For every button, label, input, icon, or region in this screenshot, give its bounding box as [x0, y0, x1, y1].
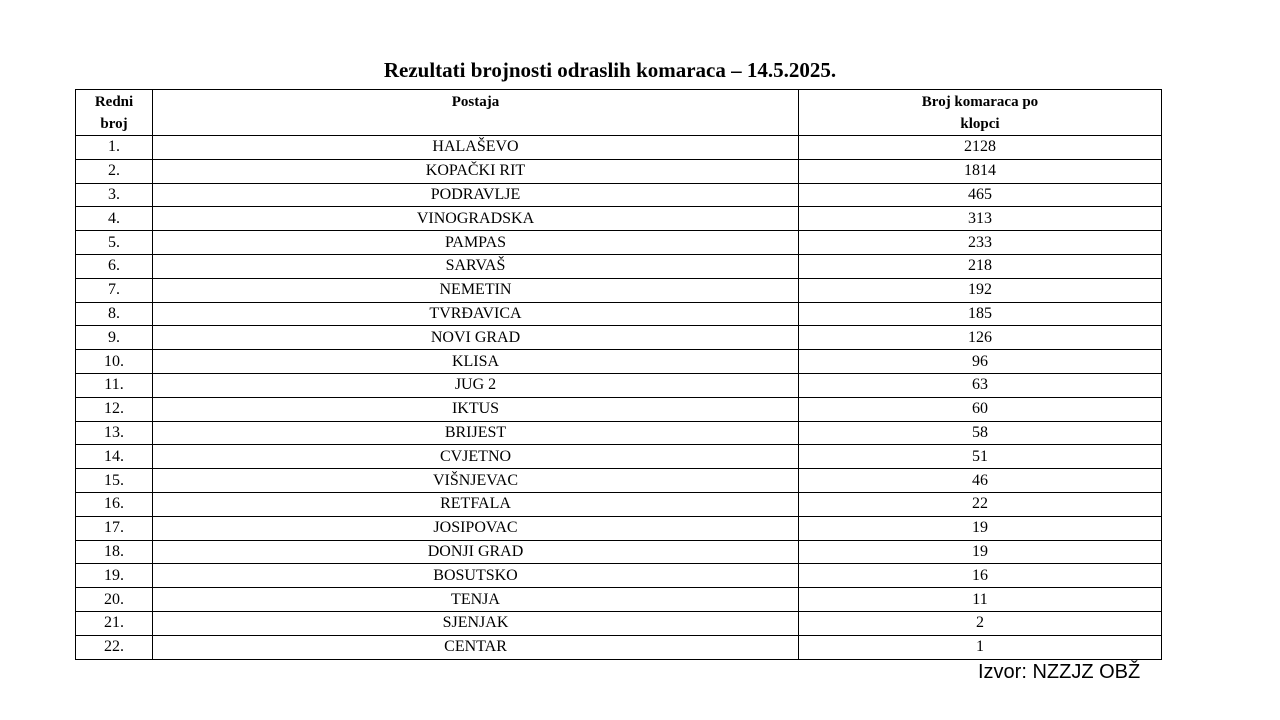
mosquito-count-cell: 11	[799, 588, 1162, 612]
table-row	[76, 492, 1162, 516]
station-name-cell: TENJA	[153, 588, 799, 612]
row-number-cell: 5.	[76, 231, 153, 255]
station-name-cell: JOSIPOVAC	[153, 516, 799, 540]
row-number-cell: 10.	[76, 350, 153, 374]
mosquito-count-cell: 185	[799, 302, 1162, 326]
mosquito-count-cell: 19	[799, 540, 1162, 564]
header-broj-komaraca-line2: klopci	[960, 116, 1000, 132]
row-number-cell: 13.	[76, 421, 153, 445]
header-postaja	[153, 90, 799, 136]
mosquito-count-cell: 465	[799, 183, 1162, 207]
header-row	[76, 90, 1162, 136]
row-number-cell: 17.	[76, 516, 153, 540]
table-row	[76, 421, 1162, 445]
row-number-cell: 12.	[76, 397, 153, 421]
station-name-cell: TVRĐAVICA	[153, 302, 799, 326]
station-name-cell: CENTAR	[153, 635, 799, 659]
table-body	[76, 136, 1162, 660]
station-name-cell: VINOGRADSKA	[153, 207, 799, 231]
station-name-cell: CVJETNO	[153, 445, 799, 469]
station-name-cell: BRIJEST	[153, 421, 799, 445]
mosquito-count-cell: 218	[799, 254, 1162, 278]
station-name-cell: SJENJAK	[153, 611, 799, 635]
mosquito-count-cell: 192	[799, 278, 1162, 302]
mosquito-count-cell: 96	[799, 350, 1162, 374]
table-row	[76, 278, 1162, 302]
row-number-cell: 6.	[76, 254, 153, 278]
table-row	[76, 469, 1162, 493]
table-row	[76, 445, 1162, 469]
table-row	[76, 159, 1162, 183]
station-name-cell: JUG 2	[153, 373, 799, 397]
mosquito-count-cell: 63	[799, 373, 1162, 397]
row-number-cell: 20.	[76, 588, 153, 612]
mosquito-count-cell: 2128	[799, 136, 1162, 160]
table-row	[76, 136, 1162, 160]
table-row	[76, 373, 1162, 397]
page-title: Rezultati brojnosti odraslih komaraca – 14.5.2025.	[383, 58, 837, 82]
mosquito-count-cell: 19	[799, 516, 1162, 540]
source-note: Izvor: NZZJZ OBŽ	[978, 661, 1141, 683]
mosquito-count-cell: 58	[799, 421, 1162, 445]
row-number-cell: 19.	[76, 564, 153, 588]
header-redni-broj-line1: Redni	[94, 94, 134, 110]
row-number-cell: 14.	[76, 445, 153, 469]
table-row	[76, 231, 1162, 255]
table-row	[76, 635, 1162, 659]
station-name-cell: NOVI GRAD	[153, 326, 799, 350]
results-table	[75, 89, 1162, 660]
header-redni-broj	[76, 90, 153, 136]
row-number-cell: 9.	[76, 326, 153, 350]
header-redni-broj-line2: broj	[100, 116, 128, 132]
mosquito-count-cell: 46	[799, 469, 1162, 493]
row-number-cell: 7.	[76, 278, 153, 302]
table-row	[76, 397, 1162, 421]
table-row	[76, 326, 1162, 350]
row-number-cell: 11.	[76, 373, 153, 397]
row-number-cell: 3.	[76, 183, 153, 207]
station-name-cell: DONJI GRAD	[153, 540, 799, 564]
mosquito-count-cell: 51	[799, 445, 1162, 469]
table-row	[76, 183, 1162, 207]
row-number-cell: 18.	[76, 540, 153, 564]
table-row	[76, 564, 1162, 588]
station-name-cell: KLISA	[153, 350, 799, 374]
mosquito-count-cell: 60	[799, 397, 1162, 421]
station-name-cell: IKTUS	[153, 397, 799, 421]
station-name-cell: VIŠNJEVAC	[153, 469, 799, 493]
mosquito-count-cell: 2	[799, 611, 1162, 635]
row-number-cell: 22.	[76, 635, 153, 659]
table-row	[76, 516, 1162, 540]
table-row	[76, 540, 1162, 564]
table-header	[76, 90, 1162, 136]
mosquito-count-cell: 16	[799, 564, 1162, 588]
table-row	[76, 611, 1162, 635]
station-name-cell: PODRAVLJE	[153, 183, 799, 207]
row-number-cell: 2.	[76, 159, 153, 183]
mosquito-count-cell: 1814	[799, 159, 1162, 183]
table-row	[76, 302, 1162, 326]
header-postaja-label: Postaja	[451, 94, 500, 110]
station-name-cell: SARVAŠ	[153, 254, 799, 278]
mosquito-count-cell: 233	[799, 231, 1162, 255]
row-number-cell: 15.	[76, 469, 153, 493]
station-name-cell: KOPAČKI RIT	[153, 159, 799, 183]
station-name-cell: NEMETIN	[153, 278, 799, 302]
row-number-cell: 21.	[76, 611, 153, 635]
table-row	[76, 254, 1162, 278]
row-number-cell: 1.	[76, 136, 153, 160]
station-name-cell: RETFALA	[153, 492, 799, 516]
table-row	[76, 207, 1162, 231]
station-name-cell: PAMPAS	[153, 231, 799, 255]
row-number-cell: 16.	[76, 492, 153, 516]
row-number-cell: 4.	[76, 207, 153, 231]
table-row	[76, 588, 1162, 612]
mosquito-count-cell: 126	[799, 326, 1162, 350]
mosquito-count-cell: 313	[799, 207, 1162, 231]
mosquito-count-cell: 22	[799, 492, 1162, 516]
header-broj-komaraca	[799, 90, 1162, 136]
header-broj-komaraca-line1: Broj komaraca po	[921, 94, 1039, 110]
table-row	[76, 350, 1162, 374]
station-name-cell: HALAŠEVO	[153, 136, 799, 160]
station-name-cell: BOSUTSKO	[153, 564, 799, 588]
row-number-cell: 8.	[76, 302, 153, 326]
mosquito-count-cell: 1	[799, 635, 1162, 659]
